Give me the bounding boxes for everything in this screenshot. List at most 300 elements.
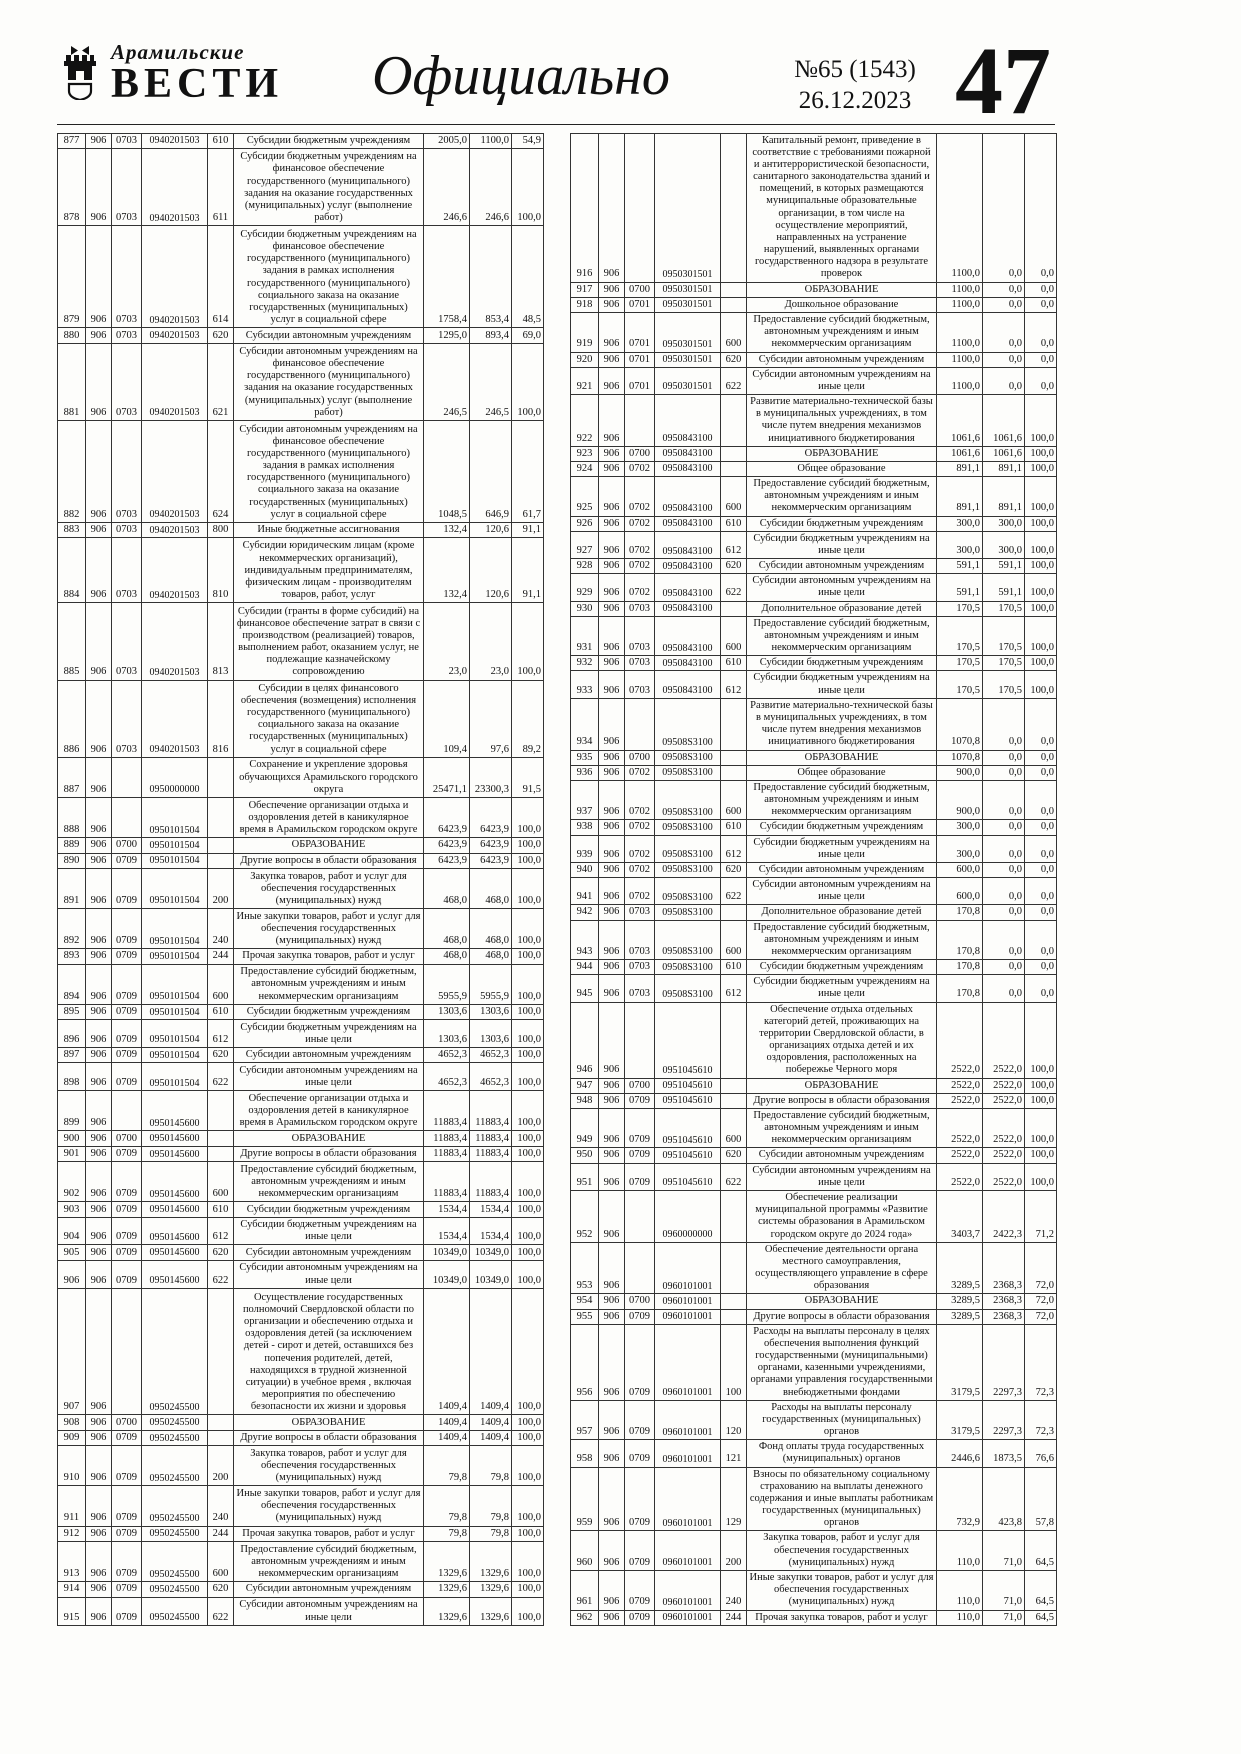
grbs-code-cell: 906	[86, 757, 112, 797]
section-code-cell: 0709	[112, 1202, 142, 1217]
section-title: Официально	[372, 45, 670, 107]
executed-amount-cell: 71,0	[983, 1610, 1025, 1625]
table-row	[571, 516, 1057, 531]
approved-amount-cell: 3289,5	[937, 1294, 983, 1309]
row-number-cell: 881	[58, 343, 86, 420]
target-article-cell: 0950843100	[655, 395, 721, 447]
table-row	[571, 750, 1057, 765]
executed-amount-cell: 0,0	[983, 878, 1025, 905]
target-article-cell: 0960101001	[655, 1570, 721, 1610]
approved-amount-cell: 1061,6	[937, 395, 983, 447]
approved-amount-cell: 1061,6	[937, 446, 983, 461]
section-code-cell: 0709	[625, 1610, 655, 1625]
section-code-cell: 0709	[112, 1217, 142, 1245]
grbs-code-cell: 906	[86, 226, 112, 328]
row-number-cell: 901	[58, 1146, 86, 1161]
percent-cell: 100,0	[512, 1020, 544, 1048]
expense-type-cell	[721, 446, 747, 461]
row-number-cell: 961	[571, 1570, 599, 1610]
table-row	[571, 698, 1057, 750]
table-row	[571, 616, 1057, 656]
approved-amount-cell: 732,9	[937, 1467, 983, 1531]
executed-amount-cell: 246,6	[470, 149, 512, 226]
row-number-cell: 949	[571, 1108, 599, 1148]
target-article-cell: 0950101504	[142, 1020, 208, 1048]
expense-type-cell: 610	[721, 656, 747, 671]
table-row	[571, 297, 1057, 312]
row-number-cell: 929	[571, 574, 599, 601]
expense-type-cell	[208, 838, 234, 853]
section-code-cell: 0709	[112, 1245, 142, 1260]
table-row	[58, 1486, 544, 1526]
row-number-cell: 958	[571, 1440, 599, 1467]
percent-cell: 72,0	[1025, 1294, 1057, 1309]
target-article-cell: 0950843100	[655, 516, 721, 531]
section-code-cell: 0709	[112, 1260, 142, 1288]
row-number-cell: 957	[571, 1400, 599, 1440]
executed-amount-cell: 170,5	[983, 656, 1025, 671]
section-code-cell: 0709	[112, 1597, 142, 1625]
percent-cell: 100,0	[512, 1526, 544, 1541]
target-article-cell: 0960101001	[655, 1531, 721, 1571]
approved-amount-cell: 11883,4	[424, 1091, 470, 1131]
approved-amount-cell: 600,0	[937, 878, 983, 905]
target-article-cell: 0940201503	[142, 226, 208, 328]
grbs-code-cell: 906	[599, 477, 625, 517]
expense-type-cell: 610	[208, 1004, 234, 1019]
content	[57, 133, 1055, 1626]
percent-cell: 0,0	[1025, 960, 1057, 975]
table-row	[571, 446, 1057, 461]
row-number-cell: 882	[58, 420, 86, 522]
expense-type-cell: 600	[721, 616, 747, 656]
row-number-cell: 906	[58, 1260, 86, 1288]
expense-type-cell	[721, 282, 747, 297]
executed-amount-cell: 1873,5	[983, 1440, 1025, 1467]
expense-name-cell: Субсидии автономным учреждениям на иные цели	[234, 1260, 424, 1288]
row-number-cell: 897	[58, 1047, 86, 1062]
row-number-cell: 888	[58, 797, 86, 837]
table-row	[58, 1288, 544, 1415]
row-number-cell: 936	[571, 765, 599, 780]
approved-amount-cell: 300,0	[937, 531, 983, 558]
section-code-cell: 0701	[625, 297, 655, 312]
expense-name-cell: Другие вопросы в области образования	[747, 1309, 937, 1324]
executed-amount-cell: 0,0	[983, 820, 1025, 835]
percent-cell: 100,0	[512, 1260, 544, 1288]
row-number-cell: 889	[58, 838, 86, 853]
executed-amount-cell: 0,0	[983, 862, 1025, 877]
target-article-cell: 0950843100	[655, 656, 721, 671]
percent-cell: 100,0	[512, 149, 544, 226]
table-row	[58, 949, 544, 964]
expense-type-cell: 620	[721, 862, 747, 877]
expense-name-cell: Субсидии автономным учреждениям на иные цели	[747, 878, 937, 905]
row-number-cell: 894	[58, 964, 86, 1004]
percent-cell: 0,0	[1025, 765, 1057, 780]
section-code-cell: 0700	[112, 838, 142, 853]
percent-cell: 64,5	[1025, 1570, 1057, 1610]
section-code-cell: 0703	[625, 920, 655, 960]
percent-cell: 100,0	[512, 1146, 544, 1161]
approved-amount-cell: 1070,8	[937, 698, 983, 750]
issue-number: №65 (1543)	[794, 56, 916, 83]
expense-name-cell: Субсидии юридическим лицам (кроме некоммерческих организаций), индивидуальным предпринимателям, физическим лицам - производителям товаров, работ, услуг	[234, 538, 424, 603]
approved-amount-cell: 79,8	[424, 1446, 470, 1486]
row-number-cell: 923	[571, 446, 599, 461]
grbs-code-cell: 906	[86, 1541, 112, 1581]
executed-amount-cell: 10349,0	[470, 1245, 512, 1260]
section-code-cell: 0709	[625, 1324, 655, 1400]
percent-cell: 0,0	[1025, 780, 1057, 820]
section-code-cell: 0700	[112, 1415, 142, 1430]
table-row	[571, 282, 1057, 297]
approved-amount-cell: 1100,0	[937, 282, 983, 297]
grbs-code-cell: 906	[599, 1148, 625, 1163]
executed-amount-cell: 2297,3	[983, 1324, 1025, 1400]
target-article-cell: 0950000000	[142, 757, 208, 797]
expense-type-cell: 612	[721, 671, 747, 698]
section-code-cell: 0702	[625, 516, 655, 531]
percent-cell: 0,0	[1025, 750, 1057, 765]
table-row	[58, 522, 544, 537]
grbs-code-cell: 906	[599, 1002, 625, 1078]
approved-amount-cell: 6423,9	[424, 797, 470, 837]
expense-name-cell: Развитие материально-технической базы в муниципальных учреждениях, в том числе путем внедрения механизмов инициативного бюджетирования	[747, 395, 937, 447]
target-article-cell: 0951045610	[655, 1078, 721, 1093]
grbs-code-cell: 906	[599, 671, 625, 698]
expense-type-cell: 621	[208, 343, 234, 420]
expense-name-cell: Предоставление субсидий бюджетным, автономным учреждениям и иным некоммерческим организациям	[234, 964, 424, 1004]
target-article-cell: 0950145600	[142, 1260, 208, 1288]
percent-cell: 54,9	[512, 133, 544, 148]
approved-amount-cell: 170,8	[937, 960, 983, 975]
section-code-cell: 0703	[112, 328, 142, 343]
expense-name-cell: ОБРАЗОВАНИЕ	[747, 1078, 937, 1093]
table-row	[58, 1131, 544, 1146]
expense-type-cell: 622	[721, 367, 747, 394]
approved-amount-cell: 6423,9	[424, 853, 470, 868]
section-code-cell: 0703	[625, 905, 655, 920]
percent-cell: 0,0	[1025, 352, 1057, 367]
grbs-code-cell: 906	[599, 1440, 625, 1467]
percent-cell: 0,0	[1025, 313, 1057, 353]
executed-amount-cell: 1303,6	[470, 1004, 512, 1019]
row-number-cell: 890	[58, 853, 86, 868]
expense-type-cell	[721, 1294, 747, 1309]
percent-cell: 61,7	[512, 420, 544, 522]
percent-cell: 100,0	[1025, 1002, 1057, 1078]
row-number-cell: 953	[571, 1242, 599, 1294]
section-code-cell: 0703	[112, 133, 142, 148]
section-code-cell: 0700	[625, 1294, 655, 1309]
section-code-cell: 0709	[112, 1486, 142, 1526]
grbs-code-cell: 906	[599, 282, 625, 297]
percent-cell: 100,0	[512, 1047, 544, 1062]
percent-cell: 100,0	[1025, 559, 1057, 574]
grbs-code-cell: 906	[86, 1597, 112, 1625]
percent-cell: 72,3	[1025, 1400, 1057, 1440]
approved-amount-cell: 2446,6	[937, 1440, 983, 1467]
expense-name-cell: Другие вопросы в области образования	[234, 1146, 424, 1161]
approved-amount-cell: 170,8	[937, 975, 983, 1002]
executed-amount-cell: 1329,6	[470, 1582, 512, 1597]
expense-name-cell: Субсидии бюджетным учреждениям	[747, 516, 937, 531]
table-row	[58, 1047, 544, 1062]
grbs-code-cell: 906	[599, 750, 625, 765]
target-article-cell: 0950843100	[655, 477, 721, 517]
target-article-cell: 0940201503	[142, 133, 208, 148]
percent-cell: 100,0	[512, 949, 544, 964]
approved-amount-cell: 591,1	[937, 574, 983, 601]
expense-name-cell: Другие вопросы в области образования	[747, 1093, 937, 1108]
row-number-cell: 915	[58, 1597, 86, 1625]
section-code-cell: 0702	[625, 780, 655, 820]
row-number-cell: 914	[58, 1582, 86, 1597]
grbs-code-cell: 906	[86, 1486, 112, 1526]
target-article-cell: 09508S3100	[655, 975, 721, 1002]
section-code-cell: 0703	[112, 149, 142, 226]
grbs-code-cell: 906	[86, 909, 112, 949]
expense-name-cell: Общее образование	[747, 765, 937, 780]
target-article-cell: 0960101001	[655, 1610, 721, 1625]
grbs-code-cell: 906	[599, 698, 625, 750]
grbs-code-cell: 906	[599, 862, 625, 877]
grbs-code-cell: 906	[86, 1288, 112, 1415]
expense-type-cell: 129	[721, 1467, 747, 1531]
target-article-cell: 09508S3100	[655, 920, 721, 960]
expense-name-cell: ОБРАЗОВАНИЕ	[747, 750, 937, 765]
target-article-cell: 0950301501	[655, 352, 721, 367]
table-row	[571, 1163, 1057, 1190]
table-row	[58, 1526, 544, 1541]
approved-amount-cell: 300,0	[937, 835, 983, 862]
section-code-cell: 0700	[625, 446, 655, 461]
table-row	[571, 1467, 1057, 1531]
percent-cell: 0,0	[1025, 975, 1057, 1002]
expense-type-cell: 813	[208, 603, 234, 680]
row-number-cell: 940	[571, 862, 599, 877]
expense-name-cell: Субсидии бюджетным учреждениям	[747, 960, 937, 975]
percent-cell: 76,6	[1025, 1440, 1057, 1467]
target-article-cell: 0960101001	[655, 1324, 721, 1400]
table-row	[571, 960, 1057, 975]
executed-amount-cell: 468,0	[470, 909, 512, 949]
executed-amount-cell: 2522,0	[983, 1163, 1025, 1190]
approved-amount-cell: 3403,7	[937, 1191, 983, 1243]
grbs-code-cell: 906	[599, 1400, 625, 1440]
grbs-code-cell: 906	[599, 878, 625, 905]
executed-amount-cell: 0,0	[983, 905, 1025, 920]
grbs-code-cell: 906	[86, 964, 112, 1004]
percent-cell: 91,5	[512, 757, 544, 797]
grbs-code-cell: 906	[599, 765, 625, 780]
section-code-cell	[625, 1242, 655, 1294]
expense-type-cell: 622	[208, 1260, 234, 1288]
executed-amount-cell: 79,8	[470, 1446, 512, 1486]
grbs-code-cell: 906	[599, 1294, 625, 1309]
executed-amount-cell: 11883,4	[470, 1146, 512, 1161]
row-number-cell: 925	[571, 477, 599, 517]
percent-cell: 100,0	[512, 1091, 544, 1131]
expense-type-cell: 620	[721, 559, 747, 574]
row-number-cell: 916	[571, 133, 599, 282]
approved-amount-cell: 1303,6	[424, 1020, 470, 1048]
percent-cell: 100,0	[1025, 574, 1057, 601]
executed-amount-cell: 4652,3	[470, 1063, 512, 1091]
section-code-cell: 0709	[112, 1146, 142, 1161]
section-code-cell: 0709	[625, 1309, 655, 1324]
percent-cell: 0,0	[1025, 698, 1057, 750]
row-number-cell: 898	[58, 1063, 86, 1091]
expense-type-cell: 612	[208, 1020, 234, 1048]
grbs-code-cell: 906	[86, 868, 112, 908]
expense-type-cell: 600	[208, 1162, 234, 1202]
percent-cell: 100,0	[1025, 656, 1057, 671]
percent-cell: 100,0	[512, 1582, 544, 1597]
masthead	[57, 40, 307, 105]
percent-cell: 100,0	[512, 838, 544, 853]
approved-amount-cell: 23,0	[424, 603, 470, 680]
table-row	[58, 1260, 544, 1288]
row-number-cell: 893	[58, 949, 86, 964]
executed-amount-cell: 2522,0	[983, 1093, 1025, 1108]
percent-cell: 100,0	[512, 1541, 544, 1581]
section-code-cell: 0700	[625, 282, 655, 297]
expense-type-cell: 600	[721, 477, 747, 517]
expense-name-cell: Фонд оплаты труда государственных (муниципальных) органов	[747, 1440, 937, 1467]
row-number-cell: 896	[58, 1020, 86, 1048]
grbs-code-cell: 906	[86, 1217, 112, 1245]
expense-type-cell: 620	[721, 1148, 747, 1163]
expense-type-cell: 614	[208, 226, 234, 328]
table-row	[58, 133, 544, 148]
expense-name-cell: Предоставление субсидий бюджетным, автономным учреждениям и иным некоммерческим организациям	[747, 477, 937, 517]
budget-table-left	[57, 133, 544, 1626]
expense-name-cell: Субсидии бюджетным учреждениям на иные цели	[234, 1217, 424, 1245]
table-row	[58, 1146, 544, 1161]
expense-name-cell: Иные закупки товаров, работ и услуг для обеспечения государственных (муниципальных) нужд	[234, 1486, 424, 1526]
expense-name-cell: Обеспечение реализации муниципальной программы «Развитие системы образования в Арамильском городском округе до 2024 года»	[747, 1191, 937, 1243]
expense-type-cell: 600	[721, 780, 747, 820]
target-article-cell: 0951045610	[655, 1002, 721, 1078]
approved-amount-cell: 10349,0	[424, 1260, 470, 1288]
target-article-cell: 0950245500	[142, 1288, 208, 1415]
approved-amount-cell: 132,4	[424, 538, 470, 603]
expense-type-cell: 121	[721, 1440, 747, 1467]
executed-amount-cell: 120,6	[470, 538, 512, 603]
approved-amount-cell: 2522,0	[937, 1093, 983, 1108]
table-row	[58, 1091, 544, 1131]
approved-amount-cell: 11883,4	[424, 1131, 470, 1146]
expense-name-cell: Субсидии бюджетным учреждениям на финансовое обеспечение государственного (муниципального) задания в рамках исполнения государственного (муниципального) социального заказа на оказание государственных (муниципальных) услуг в социальной сфере	[234, 226, 424, 328]
section-code-cell	[112, 797, 142, 837]
approved-amount-cell: 591,1	[937, 559, 983, 574]
table-row	[58, 797, 544, 837]
section-code-cell: 0701	[625, 367, 655, 394]
approved-amount-cell: 11883,4	[424, 1162, 470, 1202]
table-row	[571, 905, 1057, 920]
section-code-cell	[625, 1191, 655, 1243]
percent-cell: 91,1	[512, 522, 544, 537]
grbs-code-cell: 906	[599, 920, 625, 960]
section-code-cell: 0709	[625, 1108, 655, 1148]
row-number-cell: 903	[58, 1202, 86, 1217]
percent-cell: 0,0	[1025, 905, 1057, 920]
section-code-cell: 0703	[625, 671, 655, 698]
grbs-code-cell: 906	[86, 603, 112, 680]
expense-type-cell	[721, 1242, 747, 1294]
approved-amount-cell: 2522,0	[937, 1078, 983, 1093]
expense-name-cell: Субсидии бюджетным учреждениям на иные цели	[747, 531, 937, 558]
grbs-code-cell: 906	[86, 1446, 112, 1486]
section-code-cell: 0703	[112, 343, 142, 420]
expense-name-cell: Субсидии автономным учреждениям	[747, 559, 937, 574]
section-code-cell: 0701	[625, 313, 655, 353]
approved-amount-cell: 132,4	[424, 522, 470, 537]
row-number-cell: 911	[58, 1486, 86, 1526]
grbs-code-cell: 906	[599, 133, 625, 282]
grbs-code-cell: 906	[86, 1131, 112, 1146]
percent-cell: 100,0	[512, 603, 544, 680]
approved-amount-cell: 1100,0	[937, 352, 983, 367]
approved-amount-cell: 25471,1	[424, 757, 470, 797]
expense-name-cell: Сохранение и укрепление здоровья обучающихся Арамильского городского округа	[234, 757, 424, 797]
table-row	[58, 680, 544, 757]
target-article-cell: 0940201503	[142, 603, 208, 680]
percent-cell: 100,0	[1025, 477, 1057, 517]
percent-cell: 100,0	[1025, 516, 1057, 531]
section-code-cell: 0700	[625, 1078, 655, 1093]
executed-amount-cell: 10349,0	[470, 1260, 512, 1288]
expense-type-cell	[208, 757, 234, 797]
table-row	[571, 559, 1057, 574]
row-number-cell: 951	[571, 1163, 599, 1190]
expense-type-cell	[721, 765, 747, 780]
section-code-cell: 0702	[625, 862, 655, 877]
grbs-code-cell: 906	[599, 1531, 625, 1571]
executed-amount-cell: 0,0	[983, 835, 1025, 862]
expense-name-cell: ОБРАЗОВАНИЕ	[234, 1131, 424, 1146]
percent-cell: 100,0	[512, 1217, 544, 1245]
row-number-cell: 910	[58, 1446, 86, 1486]
executed-amount-cell: 0,0	[983, 133, 1025, 282]
expense-name-cell: Субсидии автономным учреждениям на иные цели	[747, 574, 937, 601]
table-row	[571, 920, 1057, 960]
approved-amount-cell: 4652,3	[424, 1063, 470, 1091]
expense-name-cell: Дополнительное образование детей	[747, 601, 937, 616]
executed-amount-cell: 423,8	[983, 1467, 1025, 1531]
executed-amount-cell: 1534,4	[470, 1202, 512, 1217]
table-row	[58, 149, 544, 226]
target-article-cell: 0951045610	[655, 1148, 721, 1163]
target-article-cell: 0950145600	[142, 1217, 208, 1245]
expense-name-cell: Предоставление субсидий бюджетным, автономным учреждениям и иным некоммерческим организациям	[747, 780, 937, 820]
approved-amount-cell: 891,1	[937, 477, 983, 517]
section-code-cell: 0709	[112, 964, 142, 1004]
approved-amount-cell: 1534,4	[424, 1202, 470, 1217]
expense-type-cell	[721, 297, 747, 312]
executed-amount-cell: 2522,0	[983, 1002, 1025, 1078]
expense-type-cell	[721, 698, 747, 750]
section-code-cell: 0709	[112, 1063, 142, 1091]
target-article-cell: 0950245500	[142, 1446, 208, 1486]
executed-amount-cell: 170,5	[983, 601, 1025, 616]
table-row	[571, 1324, 1057, 1400]
section-code-cell: 0702	[625, 574, 655, 601]
section-code-cell	[112, 1288, 142, 1415]
row-number-cell: 919	[571, 313, 599, 353]
